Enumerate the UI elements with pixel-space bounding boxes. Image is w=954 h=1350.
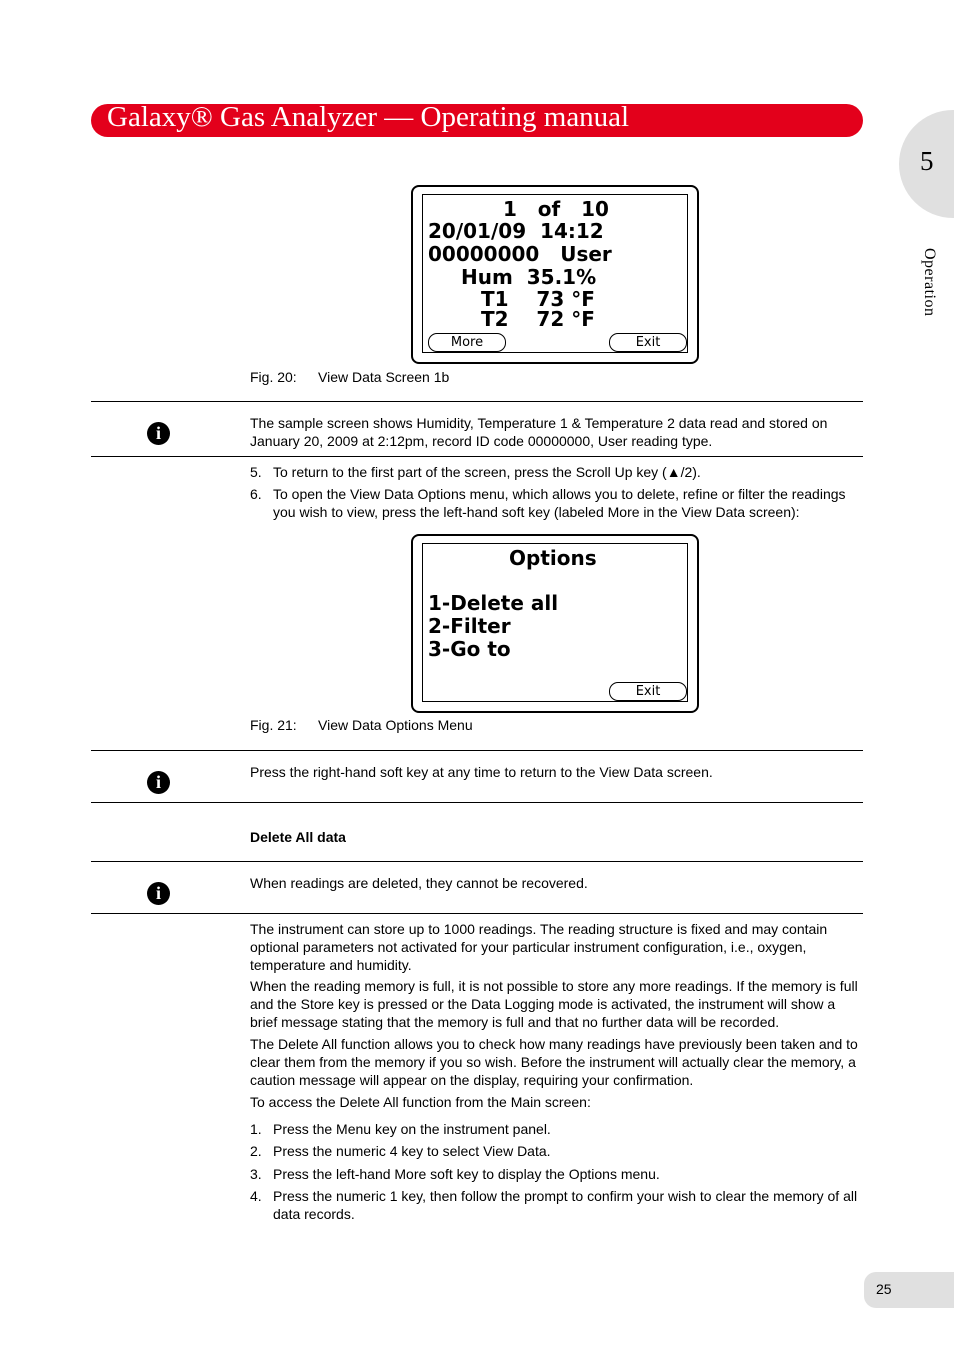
divider [91,802,863,803]
option-item: 1-Delete all [428,591,559,615]
screen-line: T1 73 °F [481,287,595,311]
note-text: When readings are deleted, they cannot be recovered. [250,875,588,891]
screen-line: T2 72 °F [481,307,595,331]
list-item: 2. Press the numeric 4 key to select View Data. [250,1143,551,1159]
page-number: 25 [876,1281,892,1297]
list-item: 3. Press the left-hand More soft key to display the Options menu. [250,1166,660,1182]
list-item: 5. To return to the first part of the screen, press the Scroll Up key (▲/2). [250,464,701,480]
option-item: 2-Filter [428,614,511,638]
info-icon: i [147,771,170,794]
divider [91,861,863,862]
exit-softkey: Exit [609,333,687,352]
chapter-label: Operation [921,248,938,317]
page-title: Galaxy® Gas Analyzer — Operating manual [107,101,630,133]
list-item: 1. Press the Menu key on the instrument panel. [250,1121,551,1137]
figure-caption: View Data Options Menu [318,717,473,733]
body-paragraph: The Delete All function allows you to check how many readings have previously been taken and to clear them from the memory if you so wish. Before the instrument will actually clear the memory, a caution message will appear on the display, requiring your confirmation. [250,1036,858,1088]
screen-line: 1 of 10 [503,197,609,221]
note-text: The sample screen shows Humidity, Temperature 1 & Temperature 2 data read and stored on January 20, 2009 at 2:12pm, record ID code 00000000, User reading type. [250,415,828,449]
body-paragraph: When the reading memory is full, it is not possible to store any more readings. If the memory is full and the Store key is pressed or the Data Logging mode is activated, the instrument will show a brief message stating that the memory is full and that no further data will be recorded. [250,978,858,1030]
exit-softkey: Exit [609,682,687,701]
divider [91,750,863,751]
screen-line: 20/01/09 14:12 [428,219,604,243]
more-softkey: More [428,333,506,352]
body-paragraph: To access the Delete All function from the Main screen: [250,1094,591,1110]
view-data-screen [411,185,699,364]
figure-number: Fig. 21: [250,717,297,733]
divider [91,401,863,402]
figure-number: Fig. 20: [250,369,297,385]
section-heading: Delete All data [250,829,346,845]
screen-line: 00000000 User [428,242,612,266]
list-item: 6. To open the View Data Options menu, which allows you to delete, refine or filter the readings you wish to view, press the left-hand soft key (labeled More in the View Data screen): [250,486,846,520]
figure-caption: View Data Screen 1b [318,369,450,385]
options-screen [411,534,699,713]
info-icon: i [147,882,170,905]
option-item: 3-Go to [428,637,511,661]
divider [91,913,863,914]
note-text: Press the right-hand soft key at any time to return to the View Data screen. [250,764,713,780]
divider [91,456,863,457]
body-paragraph: The instrument can store up to 1000 readings. The reading structure is fixed and may contain optional parameters not activated for your particular instrument configuration, i.e., oxygen, temperature and humidity. [250,921,828,973]
info-icon: i [147,422,170,445]
list-item: 4. Press the numeric 1 key, then follow the prompt to confirm your wish to clear the memory of all data records. [250,1188,858,1222]
screen-line: Hum 35.1% [461,265,597,289]
options-title: Options [509,546,597,570]
chapter-number: 5 [920,146,934,176]
